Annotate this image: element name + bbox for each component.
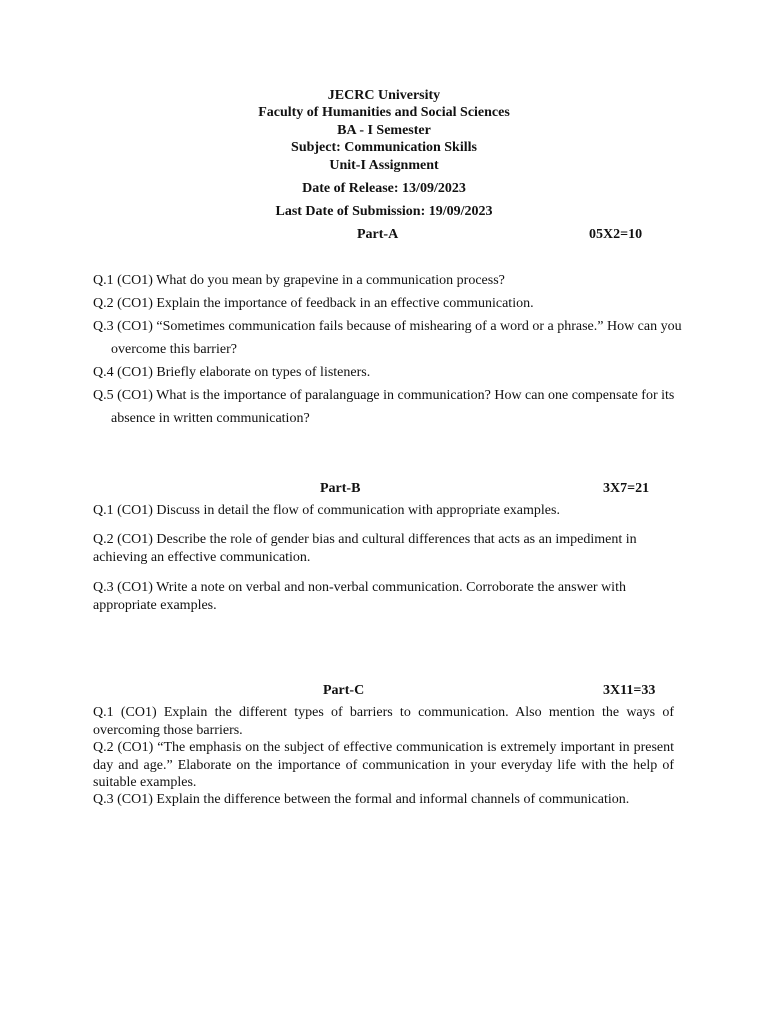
part-b-marks: 3X7=21 <box>603 481 650 496</box>
part-c-question-1: Q.1 (CO1) Explain the different types of barriers to communication. Also mention the ways of overcoming those barriers. <box>93 705 674 738</box>
part-c-question-3: Q.3 (CO1) Explain the difference between the formal and informal channels of communication. <box>93 792 630 807</box>
part-c-question-2: Q.2 (CO1) “The emphasis on the subject of effective communication is extremely important in present day and age.” Elaborate on the importance of communication in your everyday life with the help of suitable examples. <box>93 740 674 790</box>
faculty-name: Faculty of Humanities and Social Sciences <box>258 105 510 120</box>
part-a-title: Part-A <box>357 227 399 242</box>
part-a-question-2: Q.2 (CO1) Explain the importance of feedback in an effective communication. <box>93 296 534 311</box>
part-a-question-4: Q.4 (CO1) Briefly elaborate on types of listeners. <box>93 365 371 380</box>
part-a-question-5: Q.5 (CO1) What is the importance of paralanguage in communication? How can one compensate for its absence in written communication? <box>93 388 675 426</box>
part-c-marks: 3X11=33 <box>603 683 656 698</box>
part-b-title: Part-B <box>320 481 361 496</box>
part-a-question-3: Q.3 (CO1) “Sometimes communication fails because of mishearing of a word or a phrase.” How can you overcome this barrier? <box>93 319 682 357</box>
subject-name: Subject: Communication Skills <box>291 140 477 155</box>
part-a-question-1: Q.1 (CO1) What do you mean by grapevine in a communication process? <box>93 273 505 288</box>
program-name: BA - I Semester <box>337 123 431 138</box>
part-a-marks: 05X2=10 <box>589 227 643 242</box>
part-b-question-1: Q.1 (CO1) Discuss in detail the flow of communication with appropriate examples. <box>93 503 560 518</box>
university-name: JECRC University <box>327 88 441 103</box>
part-b-question-3: Q.3 (CO1) Write a note on verbal and non-verbal communication. Corroborate the answer with appropriate examples. <box>93 580 626 613</box>
submission-date: Last Date of Submission: 19/09/2023 <box>275 204 493 219</box>
release-date: Date of Release: 13/09/2023 <box>302 181 466 196</box>
assignment-title: Unit-I Assignment <box>329 158 439 173</box>
part-c-title: Part-C <box>323 683 365 698</box>
part-b-question-2: Q.2 (CO1) Describe the role of gender bias and cultural differences that acts as an impediment in achieving an effective communication. <box>93 532 637 565</box>
